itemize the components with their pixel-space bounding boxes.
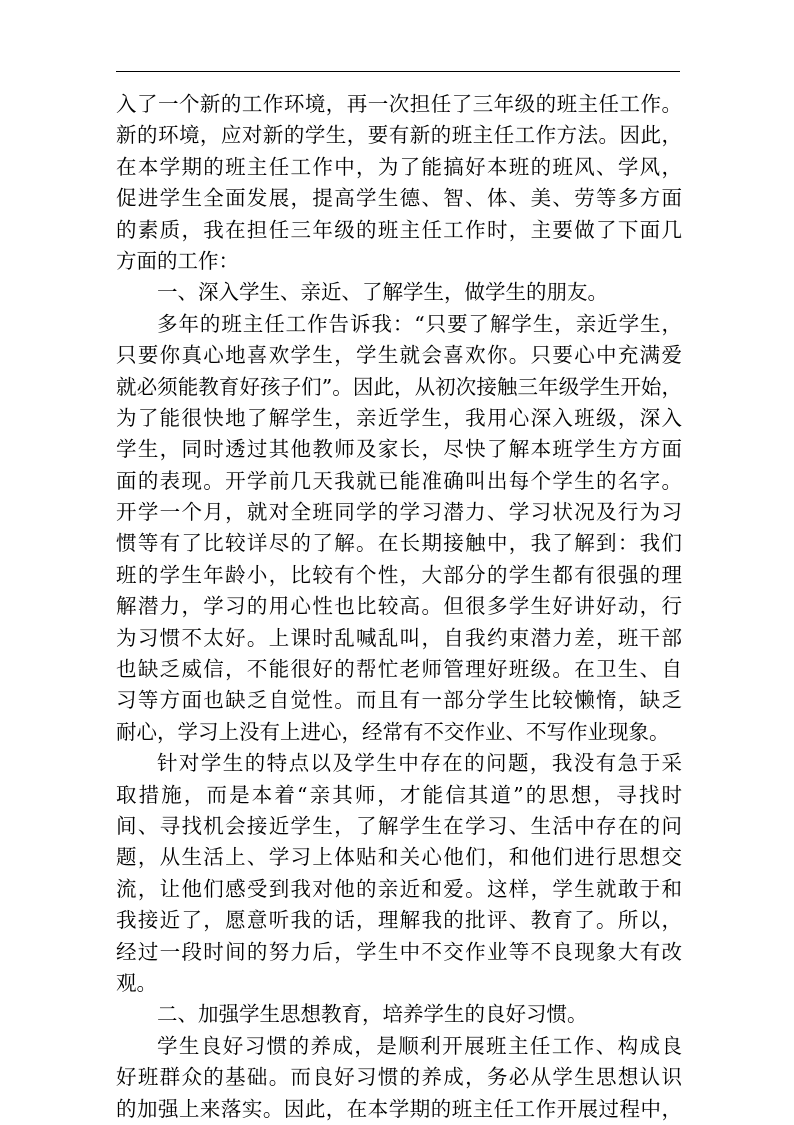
text-line: 入了一个新的工作环境，再一次担任了三年级的班主任工作。 [116, 92, 682, 116]
text-line: 二、加强学生思想教育，培养学生的良好习惯。 [157, 1002, 588, 1027]
text-line: 为习惯不太好。上课时乱喊乱叫，自我约束潜力差，班干部 [116, 625, 682, 650]
text-line: 只要你真心地喜欢学生，学生就会喜欢你。只要心中充满爱 [116, 343, 682, 368]
text-line: 流，让他们感受到我对他的亲近和爱。这样，学生就敢于和 [116, 876, 682, 901]
text-line: 也缺乏威信，不能很好的帮忙老师管理好班级。在卫生、自 [116, 657, 682, 682]
text-line: 班的学生年龄小，比较有个性，大部分的学生都有很强的理 [116, 562, 682, 587]
text-line: 我接近了，愿意听我的话，理解我的批评、教育了。所以， [116, 908, 682, 933]
text-line: 新的环境，应对新的学生，要有新的班主任工作方法。因此， [116, 123, 682, 148]
text-line: 经过一段时间的努力后，学生中不交作业等不良现象大有改 [116, 939, 682, 964]
text-line: 惯等有了比较详尽的了解。在长期接触中，我了解到：我们 [116, 531, 682, 556]
text-line: 的加强上来落实。因此，在本学期的班主任工作开展过程中， [116, 1096, 682, 1121]
text-line: 学生良好习惯的养成，是顺利开展班主任工作、构成良 [157, 1033, 682, 1058]
text-line: 解潜力，学习的用心性也比较高。但很多学生好讲好动，行 [116, 594, 682, 619]
text-line: 为了能很快地了解学生，亲近学生，我用心深入班级，深入 [116, 405, 682, 430]
text-line: 开学一个月，就对全班同学的学习潜力、学习状况及行为习 [116, 500, 682, 525]
text-line: 方面的工作： [116, 248, 239, 273]
text-line: 耐心，学习上没有上进心，经常有不交作业、不写作业现象。 [116, 719, 670, 744]
text-line: 习等方面也缺乏自觉性。而且有一部分学生比较懒惰，缺乏 [116, 688, 682, 713]
text-line: 观。 [116, 970, 157, 995]
text-line: 好班群众的基础。而良好习惯的养成，务必从学生思想认识 [116, 1065, 682, 1090]
text-line: 题，从生活上、学习上体贴和关心他们，和他们进行思想交 [116, 845, 682, 870]
text-line: 一、深入学生、亲近、了解学生，做学生的朋友。 [157, 280, 608, 305]
text-line: 取措施，而是本着“亲其师，才能信其道”的思想，寻找时 [116, 782, 682, 807]
text-line: 间、寻找机会接近学生，了解学生在学习、生活中存在的问 [116, 813, 682, 838]
text-line: 促进学生全面发展，提高学生德、智、体、美、劳等多方面 [116, 186, 682, 211]
text-line: 针对学生的特点以及学生中存在的问题，我没有急于采 [157, 751, 682, 776]
text-line: 面的表现。开学前几天我就已能准确叫出每个学生的名字。 [116, 468, 682, 493]
document-body [116, 89, 682, 1125]
text-line: 的素质，我在担任三年级的班主任工作时，主要做了下面几 [116, 217, 682, 242]
text-line: 就必须能教育好孩子们”。因此，从初次接触三年级学生开始， [116, 374, 682, 399]
text-line: 学生，同时透过其他教师及家长，尽快了解本班学生方方面 [116, 437, 682, 462]
text-line: 多年的班主任工作告诉我：“只要了解学生，亲近学生， [157, 311, 682, 336]
text-line: 在本学期的班主任工作中，为了能搞好本班的班风、学风， [116, 154, 682, 179]
header-rule [116, 71, 680, 72]
